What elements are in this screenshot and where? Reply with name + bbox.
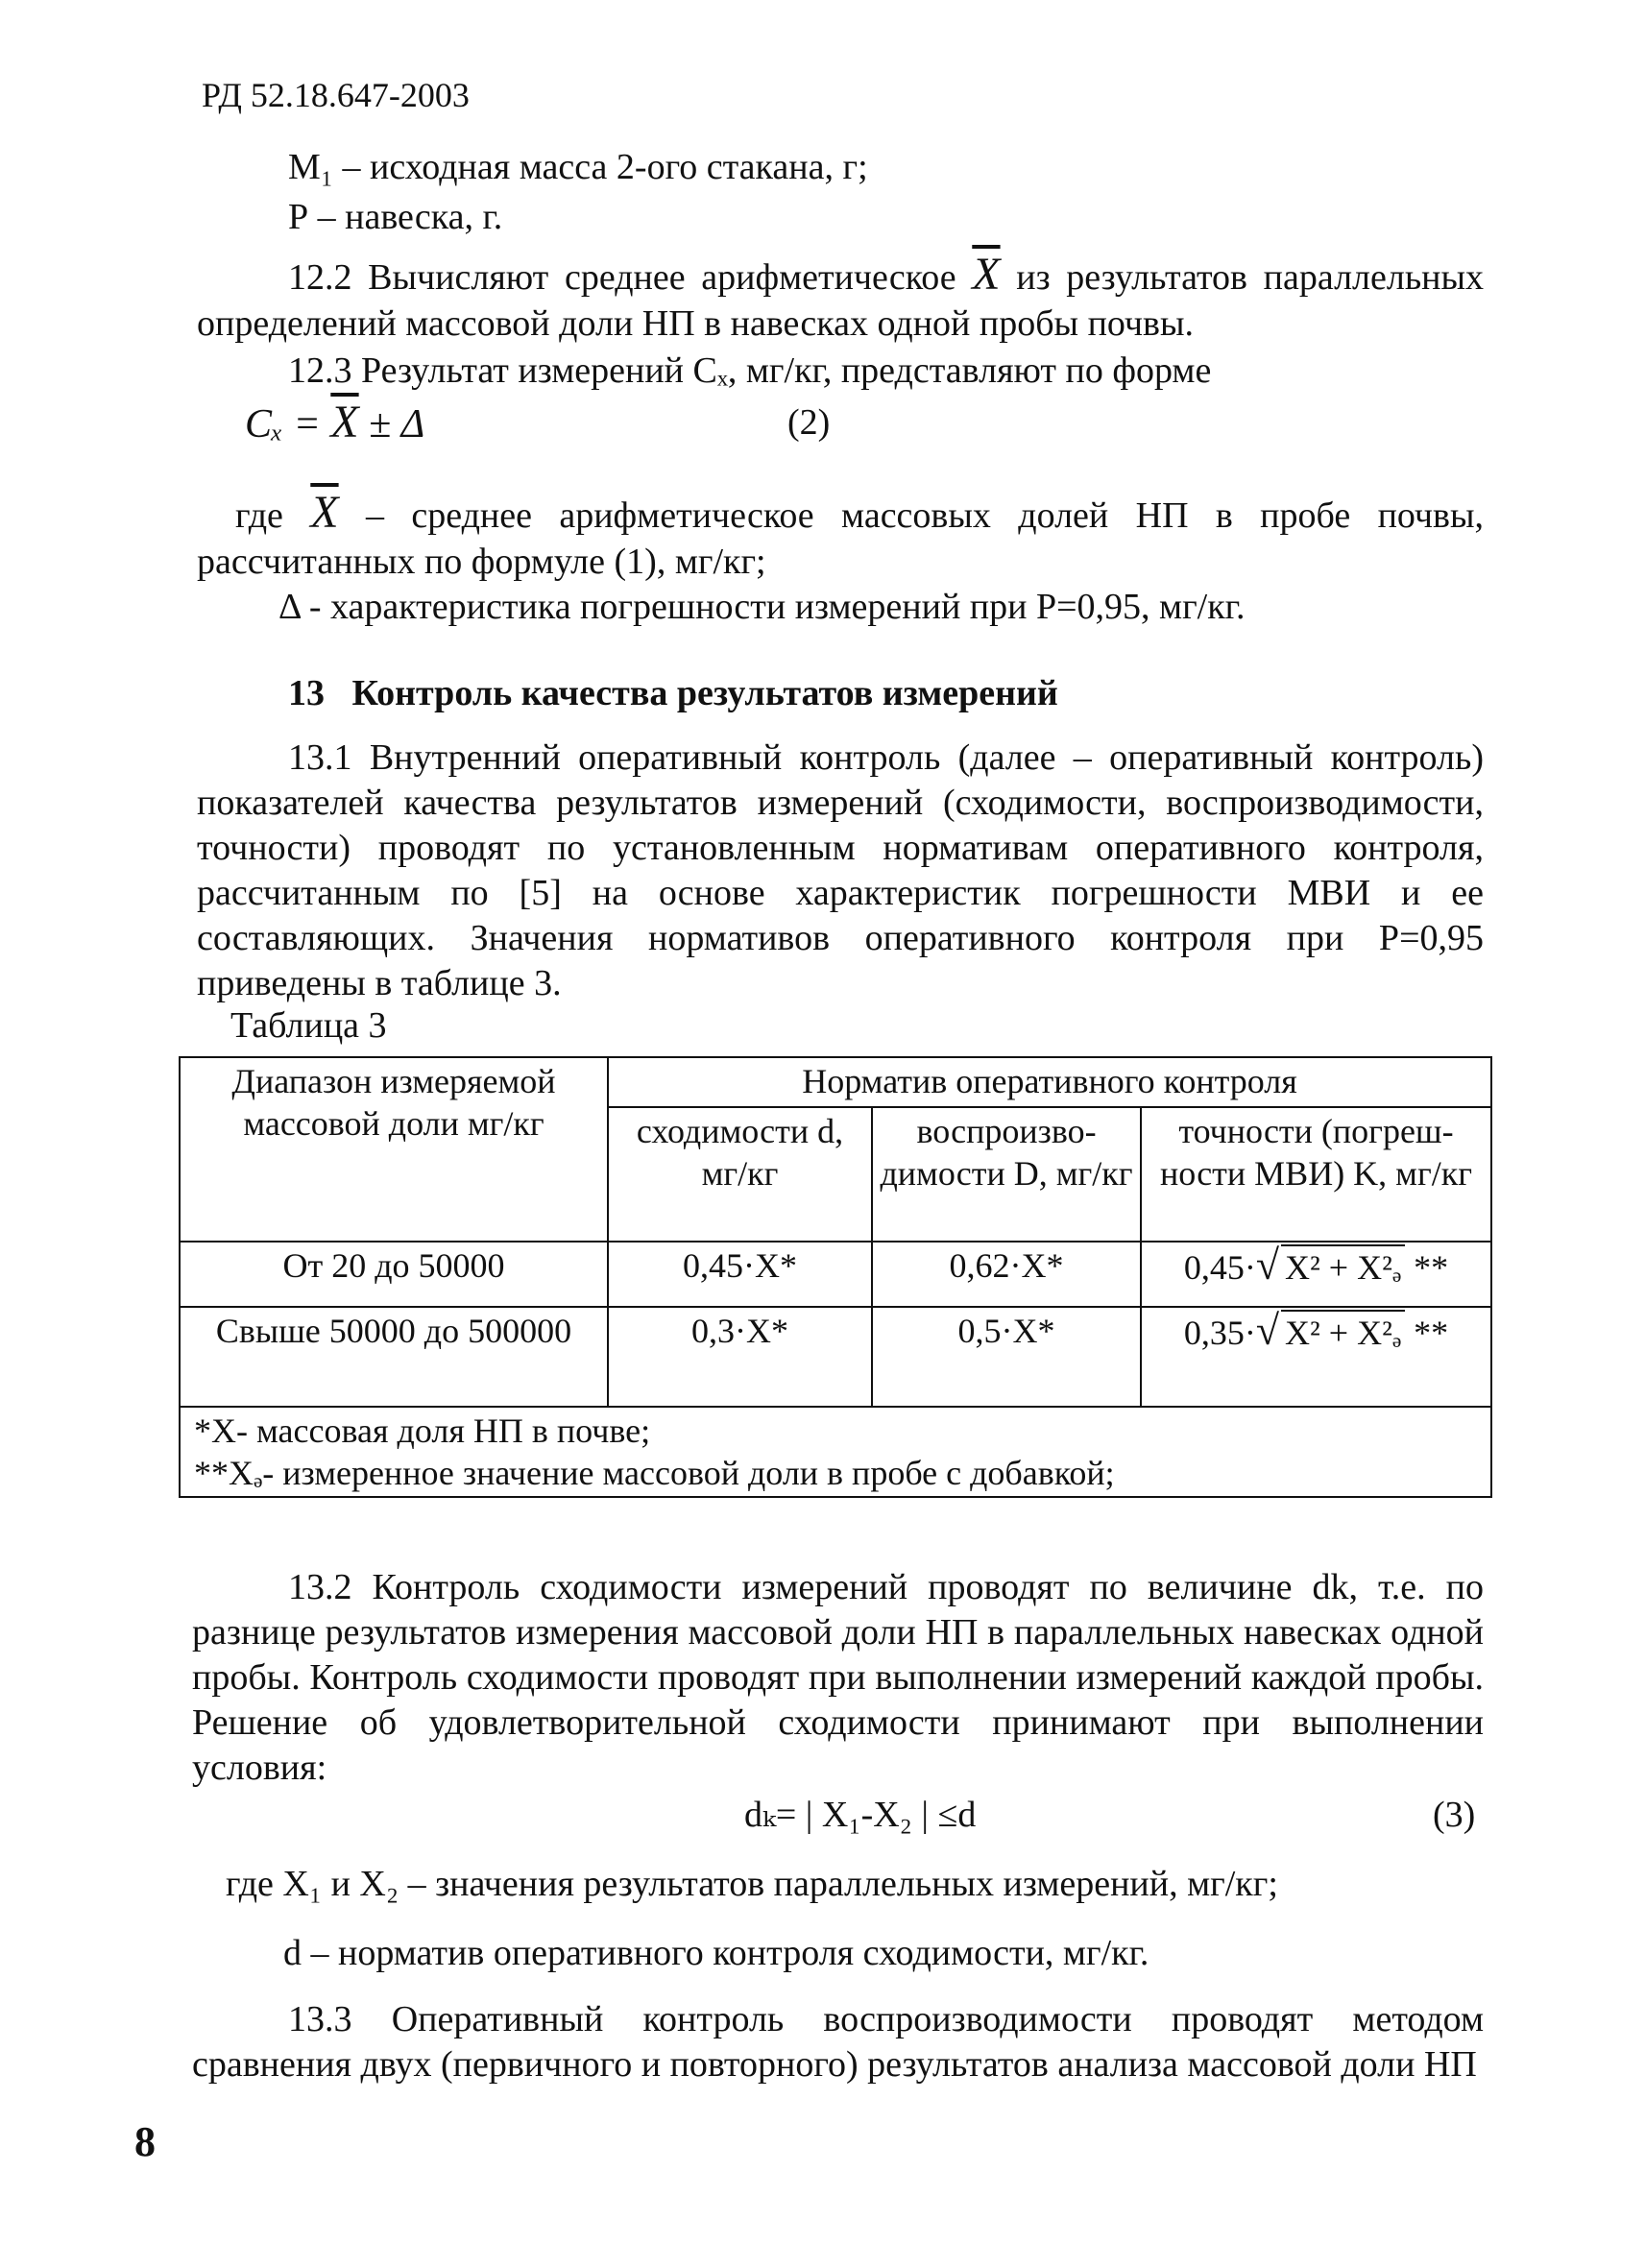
table-row — [180, 1307, 1491, 1407]
where-block-3-line2: d – норматив оперативного контроля сходимости, мг/кг. — [283, 1933, 1149, 1973]
accuracy-mark: ** — [1405, 1248, 1449, 1287]
where-description: – среднее арифметическое массовых долей НП в пробе почвы, рассчитанных по формуле (1), мг/кг; — [197, 495, 1485, 582]
cell-accuracy — [1141, 1242, 1491, 1307]
section-13-title: 13 Контроль качества результатов измерений — [288, 673, 1058, 713]
where-x-mean: $\overline{X}$ — [310, 487, 339, 538]
paragraph-13-2: 13.2 Контроль сходимости измерений проводят по величине dk, т.е. по разнице результатов измерения массовой доли НП в параллельных навесках одной пробы. Контроль сходимости проводят при выполнении измерений каждой пробы. Решение об удовлетворительной сходимости принимают при выполнении условия: — [192, 1567, 1484, 1788]
accuracy-radicand: X² + X²ₔ — [1281, 1310, 1405, 1354]
page-number: 8 — [134, 2118, 156, 2165]
formula-3-number: (3) — [1433, 1795, 1476, 1835]
sqrt-icon: √ — [1255, 1307, 1280, 1354]
paragraph-13-3: 13.3 Оперативный контроль воспроизводимости проводят методом сравнения двух (первичного и повторного) результатов анализа массовой доли НП — [192, 1999, 1484, 2085]
x-mean-symbol: $\overline{X}$ — [972, 249, 1001, 300]
table-footnotes — [180, 1407, 1491, 1497]
table-3-caption: Таблица 3 — [230, 1005, 387, 1046]
formula-3: dₖ= | X₁-X₂ | ≤d — [744, 1795, 977, 1835]
accuracy-coefficient: 0,45· — [1183, 1248, 1256, 1287]
paragraph-12-2 — [197, 249, 1485, 347]
formula-2-lhs: Cₓ = — [245, 402, 331, 446]
table-3 — [179, 1056, 1492, 1498]
accuracy-coefficient: 0,35· — [1183, 1314, 1256, 1352]
table-row — [180, 1242, 1491, 1307]
definition-p: Р – навеска, г. — [288, 197, 503, 237]
cell-range: От 20 до 50000 — [180, 1242, 608, 1307]
header-norm-group: Норматив оперативного контроля — [608, 1057, 1491, 1107]
cell-convergence: 0,3·X* — [608, 1307, 872, 1407]
definition-m1: М₁ – исходная масса 2-ого стакана, г; — [288, 147, 868, 187]
paragraph-12-2-text-b: из результатов параллельных определений массовой доли НП в навесках одной пробы почвы. — [197, 257, 1485, 344]
cell-reproducibility: 0,62·X* — [872, 1242, 1141, 1307]
formula-2-x-mean: $\overline{X}$ — [330, 397, 359, 447]
formula-2-rhs: ± Δ — [358, 402, 425, 446]
accuracy-mark: ** — [1405, 1314, 1449, 1352]
formula-2-number: (2) — [787, 402, 831, 443]
footnote-xd: **Xₔ- измеренное значение массовой доли в пробе с добавкой; — [194, 1454, 1115, 1492]
paragraph-12-3: 12.3 Результат измерений Cₓ, мг/кг, представляют по форме — [288, 350, 1212, 391]
where-block-2 — [197, 487, 1485, 585]
accuracy-radicand: X² + X²ₔ — [1281, 1244, 1405, 1289]
sqrt-icon: √ — [1255, 1242, 1280, 1289]
header-range: Диапазон измеряемой массовой доли мг/кг — [180, 1057, 608, 1242]
footnote-x: *X- массовая доля НП в почве; — [194, 1411, 651, 1450]
header-convergence: сходимости d, мг/кг — [608, 1107, 872, 1242]
header-accuracy: точности (погреш-ности МВИ) K, мг/кг — [1141, 1107, 1491, 1242]
paragraph-12-2-text-a: 12.2 Вычисляют среднее арифметическое — [288, 257, 956, 298]
cell-range: Свыше 50000 до 500000 — [180, 1307, 608, 1407]
cell-accuracy — [1141, 1307, 1491, 1407]
where-prefix: где — [235, 495, 283, 536]
header-reproducibility: воспроизво-димости D, мг/кг — [872, 1107, 1141, 1242]
cell-convergence: 0,45·X* — [608, 1242, 872, 1307]
where-block-3-line1: где X₁ и X₂ – значения результатов параллельных измерений, мг/кг; — [226, 1864, 1278, 1904]
cell-reproducibility: 0,5·X* — [872, 1307, 1141, 1407]
paragraph-13-1: 13.1 Внутренний оперативный контроль (далее – оперативный контроль) показателей качества результатов измерений (сходимости, воспроизводимости, точности) проводят по установленным нормативам оперативного контроля, рассчитанным по [5] на основе характеристик погрешности МВИ и ее составляющих. Значения нормативов оперативного контроля при Р=0,95 приведены в таблице 3. — [197, 737, 1484, 1003]
document-code-header: РД 52.18.647-2003 — [202, 76, 470, 114]
formula-2 — [245, 396, 424, 448]
delta-definition: Δ - характеристика погрешности измерений при Р=0,95, мг/кг. — [278, 587, 1246, 627]
